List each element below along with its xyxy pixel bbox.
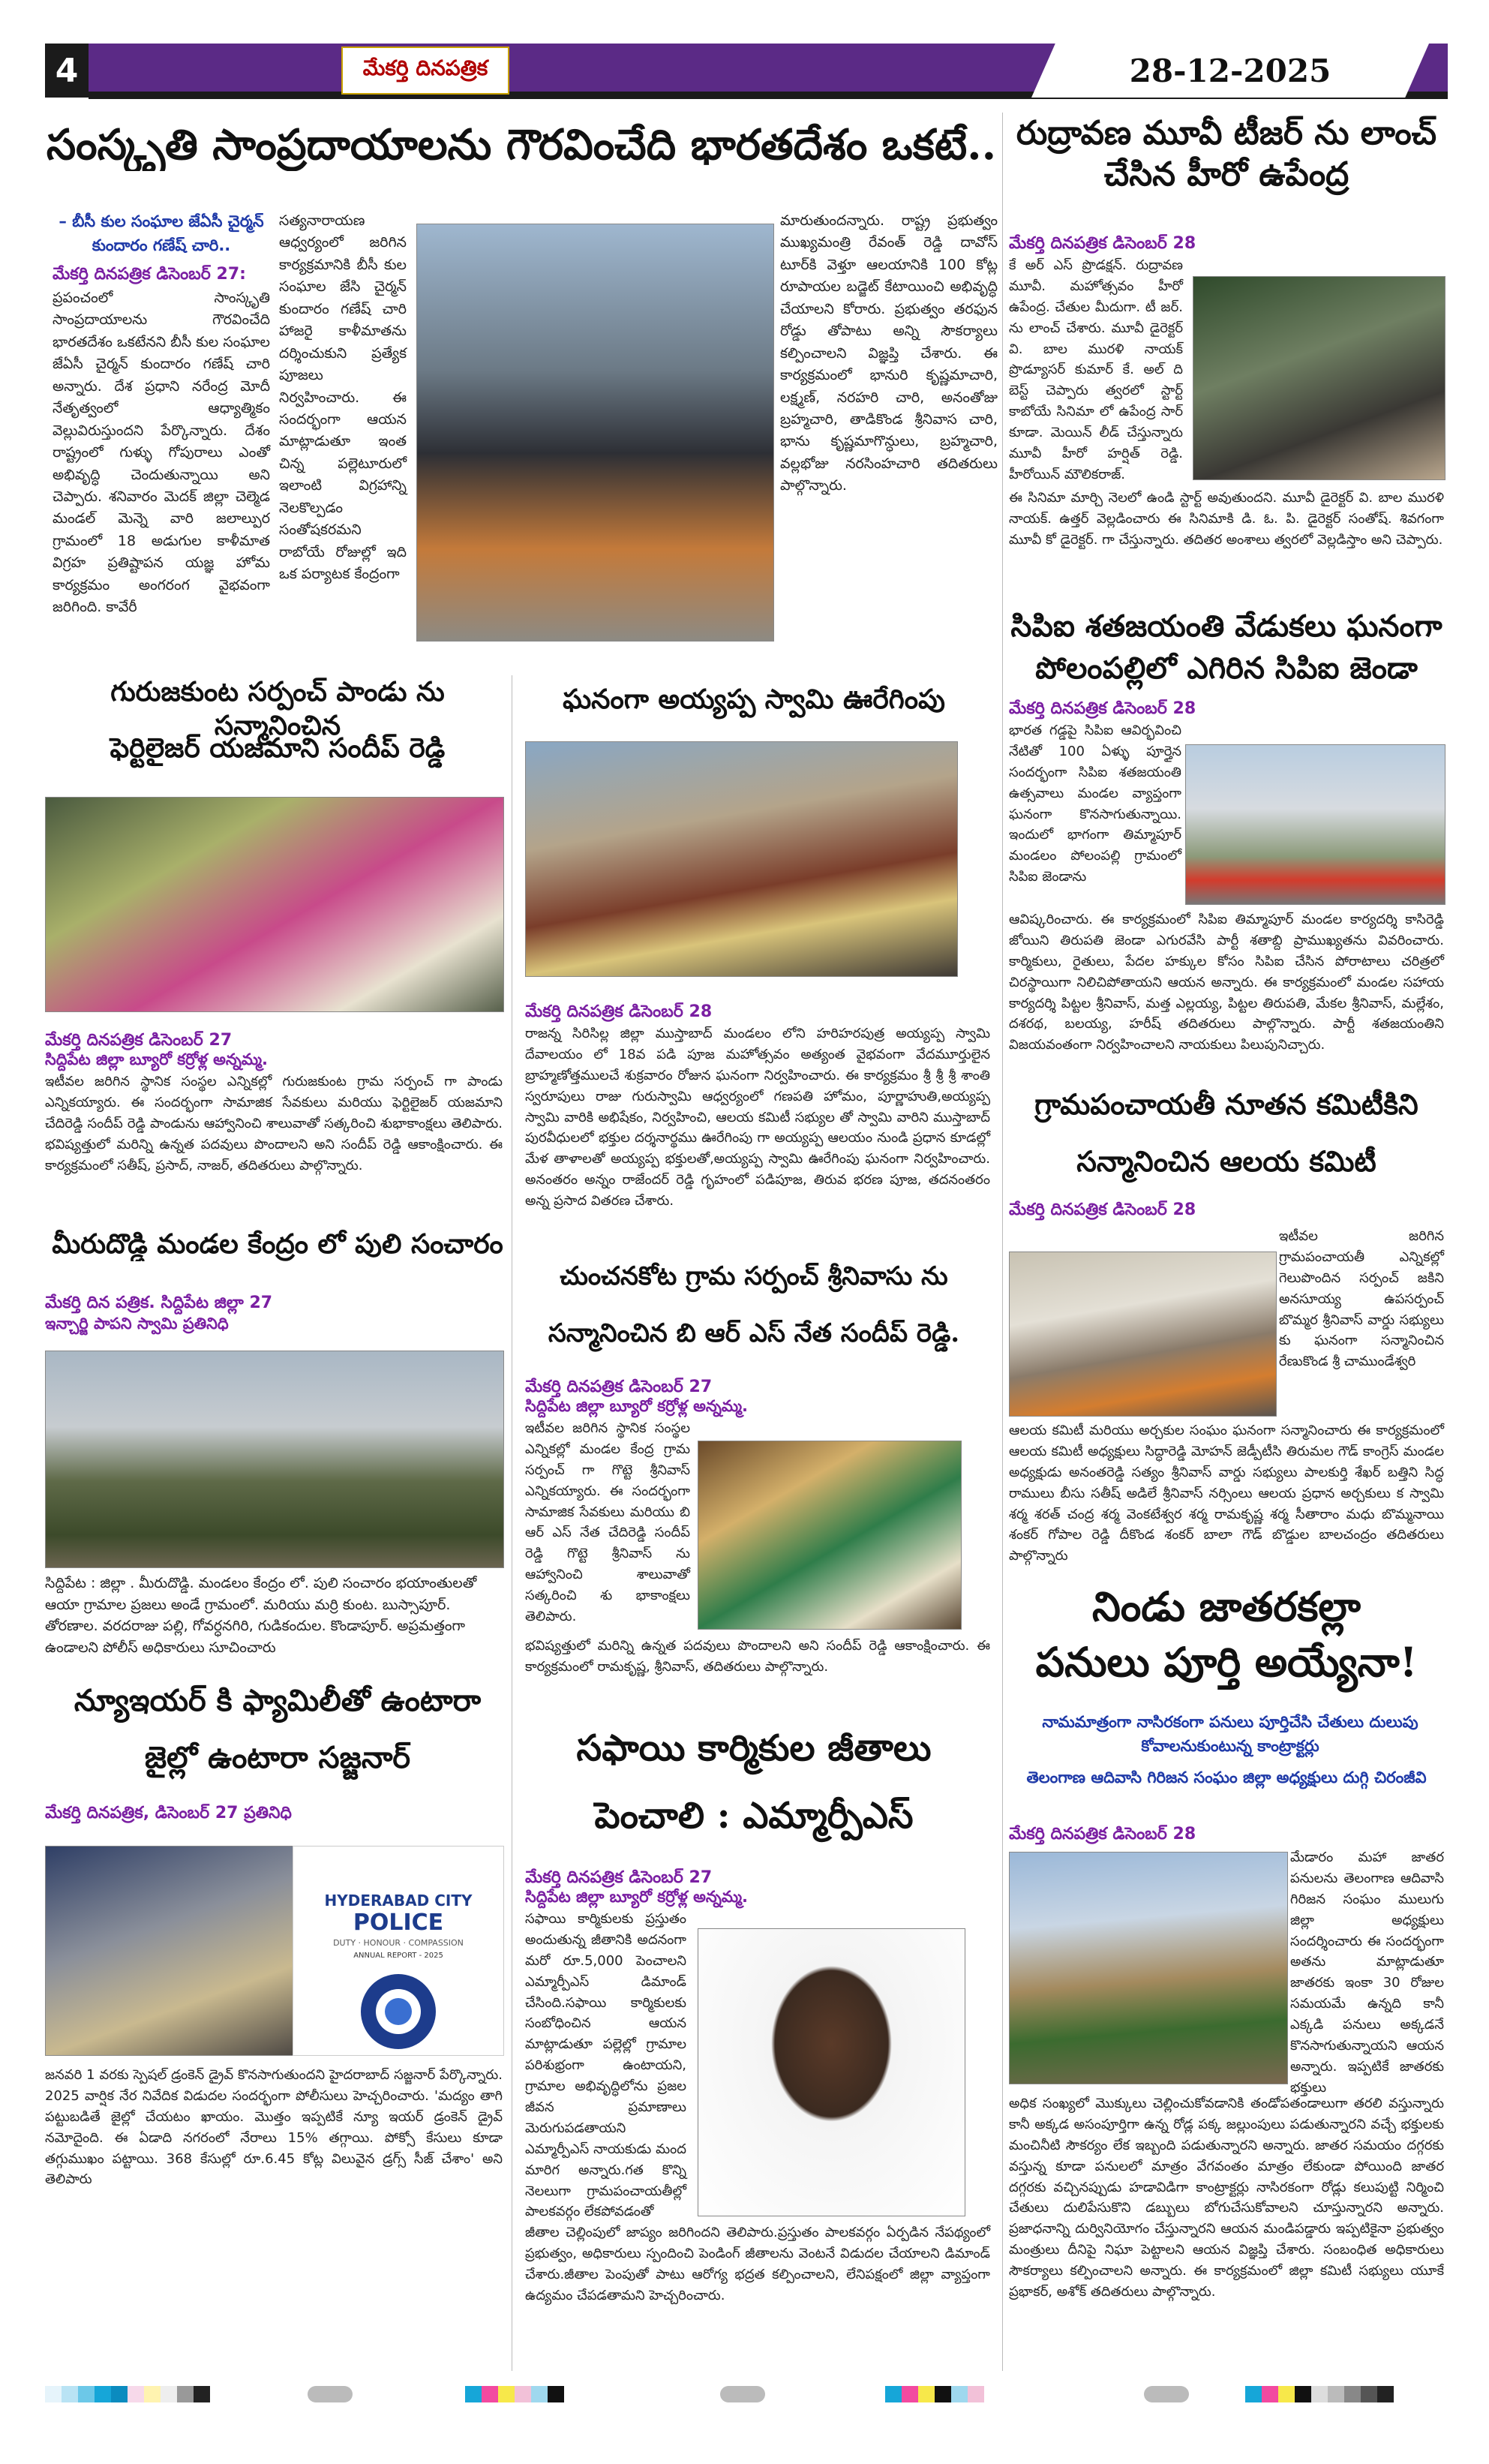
ayyappa-body: రాజన్న సిరిసిల్ల జిల్లా ముస్తాబాద్ మండలం లోని హరిహరపుత్ర అయ్యప్ప స్వామి దేవాలయం లో 18వ పడి పూజ మహోత్సవం అత్యంత వైభవంగా వేదమూర్తులైన బ్రాహ్మణోత్తములచే శుక్రవారం రోజున ఘనంగా నిర్వహించారు. ఈ కార్యక్రమం శ్రీ శ్రీ శ్రీ శాంతి స్వరూపులు రాజు గురుస్వామి ఆధ్వర్యంలో గణపతి హోమం, పూర్ణాహుతి,అయ్యప్ప స్వామి వారికి అభిషేకం, నిర్వహించి, ఆలయ కమిటీ సభ్యుల తో స్వామి వారిని ముస్తాబాద్ పురవీధులలో భక్తుల దర్శనార్థము ఊరేగింపు గా అయ్యప్ప ఆలయం నుండి ప్రధాన కూడల్లో మేళ తాళాలతో అయ్యప్ప భక్తులతో,అయ్యప్ప స్వామి ఊరేగింపు ఘనంగా నిర్వహించారు. అనంతరం అన్నం రాజేందర్ రెడ్డి గృహంలో పడిపూజ, తిరువ భరణ పూజ, తదనంతరం అన్న ప్రసాద వితరణ చేశారు. bbox=[525, 1026, 990, 1209]
police-title: HYDERABAD CITY bbox=[324, 1892, 473, 1910]
police-press-meet-photo bbox=[45, 1846, 294, 2056]
police-title-2: POLICE bbox=[353, 1910, 444, 1936]
lead-headline: సంస్కృతి సాంప్రదాయాలను గౌరవించేది భారతదేశం ఒకటే.. bbox=[46, 120, 997, 170]
police-report-label: ANNUAL REPORT - 2025 bbox=[353, 1952, 443, 1960]
safai-dateline: మేకర్తి దినపత్రిక డిసెంబర్ 27 bbox=[525, 1868, 713, 1887]
registration-mark-3 bbox=[1144, 2386, 1189, 2402]
gram-body-top: ఇటీవల జరిగిన గ్రామపంచాయతీ ఎన్నికల్లో గెలుపొందిన సర్పంచ్ జకిని అనసూయ్య ఉపసర్పంచ్ బొమ్మర శ్రీనివాస్ వార్డు సభ్యులు కు ఘనంగా సన్మానించిన రేణుకొండ శ్రీ చాముండేశ్వరి bbox=[1279, 1228, 1444, 1370]
rudravana-headline: రుద్రావణ మూవీ టీజర్ ను లాంచ్ చేసిన హీరో ఉపేంద్ర bbox=[1016, 114, 1437, 194]
registration-colorbar-far-right bbox=[1245, 2386, 1394, 2405]
ayyappa-procession-photo bbox=[525, 741, 958, 977]
cpi-flag-photo bbox=[1185, 744, 1445, 905]
newyear-headline-1: న్యూఇయర్ కి ఫ్యామిలీతో ఉంటారా bbox=[74, 1683, 482, 1718]
gurujakunta-dateline: మేకర్తి దినపత్రిక డిసెంబర్ 27 bbox=[45, 1031, 233, 1050]
lead-body-col3: మారుతుందన్నారు. రాష్ట్ర ప్రభుత్వం ముఖ్యమంత్రి రేవంత్ రెడ్డి దావోస్ టూర్‌కి వెళ్తూ ఆలయానికి 100 కోట్ల రూపాయల బడ్జెట్ కేటాయించి అభివృద్ధి చేయాలని కోరారు. ప్రభుత్వం తరఫున రోడ్డు తోపాటు అన్ని సౌకర్యాలు కల్పించాలని విజ్ఞప్తి చేశారు. ఈ కార్యక్రమంలో భానురి కృష్ణమాచారి, లక్ష్మణ్, నరహరి చారి, అనంతోజు బ్రహ్మచారి, తాడికొండ శ్రీనివాస చారి, భాను కృష్ణమాగొన్ధులు, బ్రహ్మచారి, వల్లభోజు నరసింహచారి తదితరులు పాల్గొన్నారు. bbox=[780, 212, 998, 494]
ayyappa-headline: ఘనంగా అయ్యప్ప స్వామి ఊరేగింపు bbox=[563, 684, 945, 715]
jathara-body-bottom: అధిక సంఖ్యలో మొక్కులు చెల్లించుకోవడానికి తండోపతండాలుగా తరలి వస్తున్నారు కానీ అక్కడ అసంపూర్తిగా ఉన్న రోడ్ల పక్క జల్లుంపులు పడుతున్నారని వచ్చే భక్తులకు మంచినీటి సౌకర్యం లేక ఇబ్బంది పడుతున్నారని అన్నారు. జాతర సమయం దగ్గరకు వస్తున్న కూడా పనులలో మాత్రం వేగవంతం మాత్రం లేకుండా పోయింది జాతర దగ్గరకు వచ్చినప్పుడు హడావిడిగా కాంట్రాక్టర్లు నాసిరకంగా రోడ్లు కలుపుట్టి నిర్మించి చేతులు దులిపేసుకొని డబ్బులు బోగుచేసుకోవాలని చూస్తున్నారని అన్నారు. ప్రజాధనాన్ని దుర్వినియోగం చేస్తున్నారని ఆయన మండిపడ్డారు ఇప్పటికైనా ప్రభుత్వం మంత్రులు దీనిపై నిఘా పెట్టాలని ఆయన విజ్ఞప్తి చేశారు. సంబంధిత అధికారులు సౌకర్యాలు కల్పించాలని అన్నారు. ఈ కార్యక్రమంలో జిల్లా కమిటీ సభ్యులు యూకే ప్రభాకర్, అశోక్ తదితరులు పాల్గొన్నారు. bbox=[1009, 2096, 1444, 2300]
chunchanakota-body-top: ఇటీవల జరిగిన స్థానిక సంస్థల ఎన్నికల్లో మండల కేంద్ర గ్రామ సర్పంచ్ గా గొట్టె శ్రీనివాస్ ఎన్నికయ్యారు. ఈ సందర్భంగా సామాజిక సేవకులు మరియు బి ఆర్ ఎస్ నేత చేదిరెడ్డి సందీప్ రెడ్డి గొట్టె శ్రీనివాస్ ను ఆహ్వానించి శాలువాతో సత్కరించి శు భాకాంక్షలు తెలిపారు. bbox=[525, 1420, 690, 1625]
police-search-photo bbox=[45, 1351, 504, 1568]
page-number: 4 bbox=[45, 44, 89, 98]
lead-subhead: – బీసీ కుల సంఘాల జేఏసీ చైర్మన్ కుందారం గణేష్ చారి.. bbox=[59, 212, 264, 254]
police-wheel-graphic bbox=[350, 1967, 447, 2053]
puli-byline: ఇన్చార్జి పాపని స్వామి ప్రతినిధి bbox=[45, 1315, 229, 1333]
cpi-dateline: మేకర్తి దినపత్రిక డిసెంబర్ 28 bbox=[1009, 699, 1196, 718]
safai-byline: సిద్దిపేట జిల్లా బ్యూరో కర్రోళ్ల అన్నమ్మ. bbox=[525, 1888, 749, 1906]
police-tagline: DUTY · HONOUR · COMPASSION bbox=[333, 1938, 464, 1948]
gurujakunta-headline-1: గురుజకుంట సర్పంచ్ పాండు ను సన్మానించిన bbox=[110, 676, 445, 741]
chunchanakota-body-bottom: భవిష్యత్తులో మరిన్ని ఉన్నత పదవులు పొందాలని అని సందీప్ రెడ్డి ఆకాంక్షించారు. ఈ కార్యక్రమంలో రామకృష్ణ, శ్రీనివాస్, తదితరులు పాల్గొన్నారు. bbox=[525, 1638, 990, 1675]
lead-dateline: మేకర్తి దినపత్రిక డిసెంబర్ 27: bbox=[53, 265, 246, 284]
gram-body-bottom: ఆలయ కమిటీ మరియు అర్చకుల సంఘం ఘనంగా సన్మానించారు ఈ కార్యక్రమంలో ఆలయ కమిటీ అధ్యక్షులు సిద్ధారెడ్డి మోహన్ జెడ్పీటీసి తిరుమల గౌడ్ కాంగ్రెస్ మండల అధ్యక్షుడు అనంతరెడ్డి సత్యం శ్రీనివాస్ వార్డు సభ్యులు పాలకుర్తి శేఖర్ బత్తిని సిద్ధ రాములు బీసు సతీష్ అడిలే శ్రీనివాస్ నర్సింలు ఆలయ ప్రధాన అర్చకులు క స్వామి శర్మ శరత్ చంద్ర శర్మ వెంకటేశ్వర శర్మ రామకృష్ణ శర్మ సీతారాం మధు బొమ్మనాయి శంకర్ గోపాల రెడ్డి దీకొండ శంకర్ బాలా గౌడ్ బొడ్డుల బాలచంద్రం తదితరులు పాల్గొన్నారు bbox=[1009, 1423, 1444, 1564]
chunchanakota-dateline: మేకర్తి దినపత్రిక డిసెంబర్ 27 bbox=[525, 1378, 713, 1396]
newyear-headline-2: జైల్లో ఉంటారా సజ్జనార్ bbox=[144, 1740, 411, 1775]
safai-headline-2: పెంచాలి : ఎమ్మార్పీఎస్ bbox=[594, 1795, 914, 1837]
lead-body-col1: ప్రపంచంలో సాంస్కృతి సాంప్రదాయాలను గౌరవించేది భారతదేశం ఒకటేనని బీసీ కుల సంఘాల జేఏసీ చైర్మన్ కుందారం గణేష్ చారి అన్నారు. దేశ ప్రధాని నరేంద్ర మోదీ నేతృత్వంలో ఆధ్యాత్మికం వెల్లువిరుస్తుందని పేర్కొన్నారు. దేశం రాష్ట్రంలో గుళ్ళు గోపురాలు ఎంతో అభివృద్ధి చెందుతున్నాయి అని చెప్పారు. శనివారం మెదక్ జిల్లా చెల్మెడ మండల్ మెన్నె వారి జలాల్పుర గ్రామంలో 18 అడుగుల కాళీమాత విగ్రహ ప్రతిష్టాపన యజ్ఞ హోమ కార్యక్రమం అంగరంగ వైభవంగా జరిగింది. కావేరీ bbox=[53, 290, 270, 616]
chunchanakota-byline: సిద్దిపేట జిల్లా బ్యూరో కర్రోళ్ల అన్నమ్మ. bbox=[525, 1397, 749, 1415]
rudravana-dateline: మేకర్తి దినపత్రిక డిసెంబర్ 28 bbox=[1009, 234, 1196, 253]
registration-mark-1 bbox=[308, 2386, 353, 2402]
puli-headline: మీరుదొడ్డి మండల కేంద్రం లో పులి సంచారం bbox=[52, 1228, 503, 1260]
puli-caption: సిద్దిపేట : జిల్లా . మీరుదొడ్డి. మండలం కేంద్రం లో. పులి సంచారం భయాంతులతో ఆయా గ్రామాల ప్రజలు అండే గ్రామంలో. మరియు మర్రి కుంట. బుస్సాపూర్. తోరణాల. వరదరాజు పల్లి, గోవర్ధనగిరి, గుడికందుల. కొండాపూర్. అప్రమత్తంగా ఉండాలని పోలీస్ అధికారులు సూచించారు bbox=[45, 1575, 477, 1656]
cpi-body-bottom: ఆవిష్కరించారు. ఈ కార్యక్రమంలో సిపిఐ తిమ్మాపూర్ మండల కార్యదర్శి కాసిరెడ్డి జోయిని తిరుపతి జెండా ఎగురవేసి పార్టీ శతాబ్ది ప్రాముఖ్యతను వివరించారు. కార్మికులు, రైతులు, పేదల హక్కుల కోసం సిపిఐ చేసిన పోరాటాలు చరిత్రలో చిరస్థాయిగా నిలిచిపోతాయని ఆయన అన్నారు. ఈ కార్యక్రమంలో మండల సహాయ కార్యదర్శి పిట్టల శ్రీనివాస్, మత్త ఎల్లయ్య, పిట్టల తిరుపతి, మేకల శ్రీనివాస్, మల్లేశం, దశరథ, బలయ్య, హరీష్ తదితరులు పాల్గొన్నారు. పార్టీ శతజయంతిని విజయవంతంగా నిర్వహించాలని నాయకులు పిలుపునిచ్చారు. bbox=[1009, 912, 1444, 1053]
puli-dateline: మేకర్తి దిన పత్రిక. సిద్దిపేట జిల్లా 27 bbox=[45, 1294, 273, 1312]
jathara-subhead-1: నామమాత్రంగా నాసిరకంగా పనులు పూర్తిచేసి చేతులు దులుపు కోవాలనుకుంటున్న కాంట్రాక్టర్లు bbox=[1042, 1713, 1418, 1755]
safai-body-bottom: జీతాల చెల్లింపులో జాప్యం జరిగిందని తెలిపారు.ప్రస్తుతం పాలకవర్గం ఏర్పడిన నేపథ్యంలో ప్రభుత్వం, అధికారులు స్పందించి పెండింగ్ జీతాలను వెంటనే విడుదల చేయాలని డిమాండ్ చేశారు.జీతాల పెంపుతో పాటు ఆరోగ్య భద్రత కల్పించాలని, లేనిపక్షంలో జిల్లా వ్యాప్తంగా ఉద్యమం చేపడతామని హెచ్చరించారు. bbox=[525, 2225, 990, 2303]
gram-dateline: మేకర్తి దినపత్రిక డిసెంబర్ 28 bbox=[1009, 1200, 1196, 1219]
registration-colorbar-left bbox=[45, 2386, 210, 2405]
jathara-dateline: మేకర్తి దినపత్రిక డిసెంబర్ 28 bbox=[1009, 1825, 1196, 1843]
chunchanakota-shop-photo bbox=[698, 1441, 962, 1630]
chunchanakota-headline-2: సన్మానించిన బి ఆర్ ఎస్ నేత సందీప్ రెడ్డి. bbox=[548, 1318, 960, 1348]
lead-col1 bbox=[53, 210, 270, 619]
kalimata-statue-photo bbox=[416, 224, 774, 642]
gurujakunta-byline: సిద్దిపేట జిల్లా బ్యూరో కర్రోళ్ల అన్నమ్మ. bbox=[45, 1050, 269, 1068]
ayyappa-dateline: మేకర్తి దినపత్రిక డిసెంబర్ 28 bbox=[525, 1002, 713, 1021]
cpi-headline-2: పోలంపల్లిలో ఎగిరిన సిపిఐ జెండా bbox=[1035, 651, 1418, 686]
gurujakunta-body: ఇటీవల జరిగిన స్థానిక సంస్థల ఎన్నికల్లో గురుజకుంట గ్రామ సర్పంచ్ గా పాండు ఎన్నికయ్యారు. ఈ సందర్భంగా సామాజిక సేవకులు మరియు ఫెర్టిలైజర్ యజమాని చేదిరెడ్డి సందీప్ రెడ్డి పాండును ఆహ్వానించి శాలువాతో సత్కరించి శుభాకాంక్షలు తెలిపారు. భవిష్యత్తులో మరిన్ని ఉన్నత పదవులు పొందాలని అని సందీప్ రెడ్డి ఆకాంక్షించారు. ఈ కార్యక్రమంలో సతీష్, ప్రసాద్, నాజర్, తదితరులు పాల్గొన్నారు. bbox=[45, 1074, 503, 1173]
medaram-jathara-photo bbox=[1009, 1852, 1288, 2084]
police-annual-report-card bbox=[293, 1846, 504, 2056]
safai-headline-1: సఫాయి కార్మికుల జీతాలు bbox=[576, 1727, 932, 1769]
jathara-headline-2: పనులు పూర్తి అయ్యేనా! bbox=[1035, 1638, 1418, 1686]
registration-colorbar-mid bbox=[465, 2386, 564, 2405]
gram-headline-2: సన్మానించిన ఆలయ కమిటీ bbox=[1076, 1144, 1376, 1178]
gram-headline-1: గ్రామపంచాయతీ నూతన కమిటీకిని bbox=[1034, 1087, 1418, 1121]
masthead-logo: మేకర్తి దినపత్రిక bbox=[341, 47, 509, 95]
lead-body-col2: సత్యనారాయణ ఆధ్వర్యంలో జరిగిన కార్యక్రమానికి బీసీ కుల సంఘాల జేసి చైర్మన్ కుందారం గణేష్ చారి హాజరై కాళీమాతను దర్శించుకుని ప్రత్యేక పూజలు నిర్వహించారు. ఈ సందర్భంగా ఆయన మాట్లాడుతూ ఇంత చిన్న పల్లెటూరులో ఇలాంటి విగ్రహాన్ని నెలకొల్పడం సంతోషకరమని రాబోయే రోజుల్లో ఇది ఒక పర్యాటక కేంద్రంగా bbox=[279, 212, 407, 582]
registration-mark-2 bbox=[720, 2386, 765, 2402]
newyear-body: జనవరి 1 వరకు స్పెషల్ డ్రంకెన్ డ్రైవ్ కొనసాగుతుందని హైదరాబాద్ సజ్జనార్ పేర్కొన్నారు. 2025 వార్షిక నేర నివేదిక విడుదల సందర్భంగా పోలీసులు హెచ్చరించారు. 'మద్యం తాగి పట్టుబడితే జైల్లో చేయటం ఖాయం. మొత్తం ఇప్పటికే న్యూ ఇయర్ డ్రంకెన్ డ్రైవ్ నమోదైంది. ఈ ఏడాది నగరంలో నేరాలు 15% తగ్గాయి. పోక్సో కేసులు కూడా తగ్గుముఖం పట్టాయి. 368 కేసుల్లో రూ.6.45 కోట్ల విలువైన డ్రగ్స్ సీజ్ చేశాం' అని తెలిపారు bbox=[45, 2067, 503, 2188]
rudravana-body-bottom: ఈ సినిమా మార్చి నెలలో ఉండి స్టార్ట్ అవుతుందని. మూవీ డైరెక్టర్ వి. బాల మురళి నాయక్. ఉత్తర్ వెల్లడించారు ఈ సినిమాకి డి. ఓ. పి. డైరెక్టర్ సంతోష్. శివగంగా మూవీ కో డైరెక్టర్. గా చేస్తున్నారు. తదితర అంశాలు త్వరలో వెల్లడిస్తాం అని చెప్పారు. bbox=[1009, 490, 1444, 548]
jathara-subhead-2: తెలంగాణ ఆదివాసి గిరిజన సంఘం జిల్లా అధ్యక్షులు దుగ్గి చిరంజీవి bbox=[1026, 1768, 1427, 1786]
safai-body-top: సఫాయి కార్మికులకు ప్రస్తుతం అందుతున్న జీతానికి అదనంగా మరో రూ.5,000 పెంచాలని ఎమ్మార్పీఎస్ డిమాండ్ చేసింది.సఫాయి కార్మికులకు సంబోధించిన ఆయన మాట్లాడుతూ పల్లెల్లో గ్రామాల పరిశుభ్రంగా ఉంటాయని, గ్రామాల అభివృద్ధిలోను ప్రజల జీవన ప్రమాణాలు మెరుగుపడతాయని ఎమ్మార్పీఎస్ నాయకుడు మంద మారిగ అన్నారు.గత కొన్ని నెలలుగా గ్రామపంచాయతీల్లో పాలకవర్గం లేకపోవడంతో bbox=[525, 1911, 686, 2220]
teaser-launch-photo bbox=[1193, 276, 1445, 480]
jathara-body-top: మేడారం మహా జాతర పనులను తెలంగాణ ఆదివాసి గిరిజన సంఘం ములుగు జిల్లా అధ్యక్షులు సందర్శించారు ఈ సందర్భంగా అతను మాట్లాడుతూ జాతరకు ఇంకా 30 రోజుల సమయమే ఉన్నది కానీ ఎక్కడి పనులు అక్కడనే కొనసాగుతున్నాయని ఆయన అన్నారు. ఇప్పటికే జాతరకు భక్తులు bbox=[1290, 1850, 1444, 2096]
chunchanakota-headline-1: చుంచనకోట గ్రామ సర్పంచ్ శ్రీనివాసు ను bbox=[560, 1261, 948, 1291]
mrps-leader-portrait bbox=[698, 1928, 965, 2216]
registration-colorbar-right bbox=[885, 2386, 984, 2405]
temple-committee-photo bbox=[1009, 1252, 1277, 1417]
column-rule-2 bbox=[1002, 113, 1003, 2371]
rudravana-body-top: కే అర్ ఎస్ ప్రొడక్షన్. రుద్రావణ మూవీ. మహోత్సవం హీరో ఉపేంద్ర. చేతుల మీదుగా. టీ జర్. ను లాంచ్ చేశారు. మూవీ డైరెక్టర్ వి. బాల మురళి నాయక్ ప్రొడ్యూసర్ కుమార్ కే. అల్ ది బెస్ట్ చెప్పారు త్వరలో స్టార్ట్ కాబోయే సినిమా లో ఉపేంద్ర సార్ కూడా. మెయిన్ లీడ్ చేస్తున్నారు మూవీ హీరో హర్షిత్ రెడ్డి. హీరోయిన్ మౌలికరాజ్. bbox=[1009, 257, 1183, 482]
jathara-headline-1: నిండు జాతరకల్లా bbox=[1092, 1582, 1361, 1630]
fertilizer-shop-photo bbox=[45, 797, 504, 1012]
gurujakunta-headline-2: ఫెర్టిలైజర్ యజమాని సందీప్ రెడ్డి bbox=[110, 732, 446, 764]
newyear-dateline: మేకర్తి దినపత్రిక, డిసెంబర్ 27 ప్రతినిధి bbox=[45, 1804, 292, 1822]
issue-date: 28-12-2025 bbox=[1129, 52, 1331, 89]
cpi-body-top: భారత గడ్డపై సిపిఐ ఆవిర్భవించి నేటితో 100 ఏళ్ళు పూర్తైన సందర్భంగా సిపిఐ శతజయంతి ఉత్సవాలు మండల వ్యాప్తంగా ఘనంగా కొనసాగుతున్నాయి. ఇందులో భాగంగా తిమ్మాపూర్ మండలం పోలంపల్లి గ్రామంలో సిపిఐ జెండాను bbox=[1009, 723, 1181, 885]
cpi-headline-1: సిపిఐ శతజయంతి వేడుకలు ఘనంగా bbox=[1010, 608, 1442, 644]
